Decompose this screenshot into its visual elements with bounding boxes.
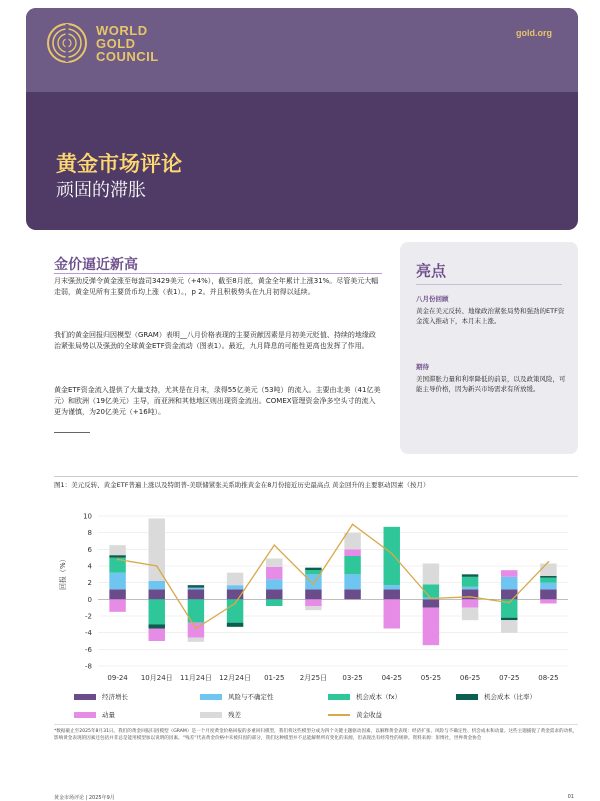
legend-item-residual (200, 710, 241, 719)
bar-segment (109, 599, 125, 612)
bar-segment (344, 589, 360, 599)
bar-segment (305, 568, 321, 571)
bar-segment (305, 589, 321, 599)
legend-label: 风险与不确定性 (228, 693, 274, 701)
x-tick-label: 01-25 (264, 674, 285, 682)
gold-return-point (548, 561, 550, 563)
legend-item-opp-rate (456, 692, 536, 701)
bar-segment (227, 623, 243, 627)
wgc-logo-mark-icon (46, 22, 88, 64)
highlights-panel (400, 242, 578, 454)
paragraph-3: 黄金ETF资金流入提供了大量支持，尤其是在月末，录得55亿美元（53吨）的流入。主要由北美（41亿美元）和欧洲（19亿美元）主导，而亚洲和其他地区则出现资金流出。COMEX管理资金净多空头寸的流入更为谨慎，为20亿美元（+16吨）。 (54, 386, 381, 416)
legend-label: 机会成本（比率） (484, 693, 536, 701)
legend-label: 经济增长 (102, 693, 128, 701)
x-tick-label: 2月25日 (299, 674, 328, 682)
bar-segment (305, 606, 321, 610)
bar-segment (227, 585, 243, 589)
bar-segment (423, 608, 439, 645)
gold-return-point (313, 584, 315, 586)
bar-segment (501, 577, 517, 590)
bar-segment (384, 585, 400, 589)
bar-segment (540, 578, 556, 583)
y-tick-label: 4 (87, 562, 92, 571)
highlights-divider (416, 284, 562, 285)
y-tick-label: 6 (87, 545, 92, 554)
wordmark-line-1: WORLD (96, 22, 148, 38)
gold-return-point (469, 596, 471, 598)
highlight-heading-review: 八月份回顾 (416, 295, 449, 303)
bar-segment (149, 581, 165, 589)
bar-segment (540, 583, 556, 590)
gold-return-point (156, 565, 158, 567)
bar-segment (540, 576, 556, 578)
legend-item-gold-return (328, 710, 382, 719)
highlight-heading-outlook: 期待 (416, 363, 429, 371)
bar-segment (384, 599, 400, 628)
x-tick-label: 07-25 (499, 674, 520, 682)
gold-return-point (352, 524, 354, 526)
bar-segment (344, 549, 360, 556)
y-tick-label: -6 (85, 645, 92, 654)
y-tick-label: 10 (83, 512, 92, 521)
bar-segment (266, 589, 282, 599)
y-tick-label: 2 (87, 579, 92, 588)
x-tick-label: 08-25 (538, 674, 559, 682)
legend-label: 机会成本（fx） (356, 693, 402, 701)
figure-title: 图1：美元反转、黄金ETF普遍上涨以及特朗普-美联储紧张关系助推黄金在8月份接近历史最高点 黄金回升的主要驱动因素（按月） (54, 481, 430, 489)
y-axis-label: 回报（%） (59, 555, 67, 590)
bar-segment (149, 589, 165, 599)
legend-label: 动量 (102, 711, 115, 719)
site-link[interactable]: gold.org (516, 28, 552, 38)
x-tick-label: 12月24日 (219, 674, 251, 682)
bar-segment (188, 588, 204, 590)
bar-segment (188, 589, 204, 599)
y-tick-label: -8 (85, 662, 92, 671)
bar-segment (266, 579, 282, 589)
gold-return-point (430, 598, 432, 600)
bar-segment (109, 555, 125, 558)
y-tick-label: 8 (87, 529, 92, 538)
bar-segment (462, 577, 478, 587)
page-number: 01 (567, 794, 574, 800)
section-divider (54, 273, 382, 274)
gold-return-point (508, 602, 510, 604)
bar-segment (266, 599, 282, 606)
y-tick-label: 0 (87, 595, 92, 604)
legend-label: 残差 (228, 711, 241, 719)
legend-label: 黄金收益 (356, 711, 382, 719)
bar-segment (344, 556, 360, 574)
bar-segment (149, 599, 165, 624)
bar-segment (149, 624, 165, 628)
bar-segment (501, 570, 517, 577)
x-tick-label: 04-25 (381, 674, 402, 682)
bar-segment (266, 559, 282, 567)
bar-segment (501, 620, 517, 632)
bar-segment (109, 545, 125, 555)
bar-segment (188, 638, 204, 642)
gold-return-point (234, 603, 236, 605)
footer-left: 黄金市场评论 | 2025年9月 (54, 795, 115, 801)
bar-segment (501, 589, 517, 599)
bar-segment (188, 585, 204, 588)
legend-item-growth (74, 692, 128, 701)
figure-divider (54, 476, 578, 477)
x-tick-label: 06-25 (459, 674, 481, 682)
bar-segment (109, 589, 125, 599)
x-tick-label: 05-25 (420, 674, 442, 682)
report-title: 黄金市场评论 (56, 152, 182, 176)
bar-segment (384, 589, 400, 599)
bar-segment (109, 573, 125, 590)
bar-segment (462, 599, 478, 607)
gold-return-point (273, 544, 275, 546)
footnote: *数据截止至2025年8月31日。我们的黄金回报归因模型（GRAM）是一个月度黄金价格回报的多重回归模型，我们将这些模型分成为四个关键主题驱动因素，以解释黄金表现：经济扩张、风险与不确定性、机会成本和动量。这些主题捕捉了黄金需求的动机，影响黄金表现的因素还包括并非总是能用模型加以说明的因素。“残差”代表黄金价格中未被归因的部分，我们这种模型并不总能解释所有变化的来源，但表现出有经常性的规律。资料来源：彭博社，世界黄金协会 (54, 729, 578, 741)
wordmark-line-3: COUNCIL (96, 48, 159, 64)
legend-item-momentum (74, 710, 115, 719)
bar-segment (305, 599, 321, 606)
bar-segment (501, 618, 517, 621)
bar-segment (540, 599, 556, 603)
highlight-text-review: 黄金在美元反转、地缘政治紧张局势和强劲的ETF资金流入推动下，本月末上涨。 (416, 307, 565, 325)
legend-swatch (456, 694, 478, 700)
footnote-divider (54, 724, 578, 725)
bar-segment (344, 533, 360, 550)
bar-segment (266, 567, 282, 580)
bar-segment (344, 574, 360, 589)
legend-item-opp-fx (328, 692, 401, 701)
wgc-logo (46, 22, 159, 64)
report-subtitle: 顽固的滞胀 (56, 180, 146, 201)
highlights-title: 亮点 (416, 262, 447, 280)
bar-segment (462, 587, 478, 590)
paragraph-2: 我们的黄金回报归因模型（GRAM）表明__八月价格表现的主要贡献因素是月初美元贬值、持续的地缘政治紧张局势以及强劲的全球黄金ETF资金流动（图表1）。最近，九月降息的可能性更高也发挥了作用。 (54, 331, 376, 350)
bar-segment (462, 574, 478, 577)
legend-swatch (74, 712, 96, 718)
paragraph-underline (54, 432, 90, 433)
legend-swatch (200, 694, 222, 700)
bar-segment (149, 519, 165, 582)
x-tick-label: 10月24日 (140, 674, 173, 682)
highlight-text-outlook: 美国滞胀力量和利率降低的前景，以及政策风险，可能主导价格，因为新兴市场需求有所放缓。 (416, 375, 566, 393)
bar-segment (227, 573, 243, 586)
gold-return-line (118, 524, 549, 628)
bar-segment (540, 589, 556, 599)
bar-segment (423, 599, 439, 607)
y-tick-label: -4 (85, 629, 92, 638)
bar-segment (423, 564, 439, 585)
gold-drivers-chart (54, 500, 574, 686)
legend-swatch (74, 694, 96, 700)
x-tick-label: 11月24日 (180, 674, 212, 682)
bar-segment (305, 570, 321, 574)
wgc-wordmark (96, 24, 159, 63)
section-title: 金价逼近新高 (54, 257, 138, 273)
report-header (26, 8, 578, 230)
gold-return-point (195, 628, 197, 630)
legend-line-swatch (328, 714, 350, 716)
x-tick-label: 09-24 (107, 674, 128, 682)
x-tick-label: 03-25 (342, 674, 363, 682)
gold-return-point (391, 553, 393, 555)
legend-item-risk (200, 692, 274, 701)
bar-segment (540, 564, 556, 577)
bar-segment (462, 608, 478, 621)
wordmark-line-2: GOLD (96, 35, 136, 51)
bar-segment (149, 629, 165, 642)
legend-swatch (328, 694, 350, 700)
bar-segment (384, 527, 400, 585)
y-tick-label: -2 (85, 612, 92, 621)
paragraph-1: 月末强劲反弹令黄金涨至每盎司3429美元（+4%），截至8月底，黄金全年累计上涨31%。尽管美元大幅走弱，黄金见所有主要货币均上涨（表1）。，p 2。并且积极势头在九月初得以延续。 (54, 277, 379, 296)
gold-return-point (117, 559, 119, 561)
legend-swatch (200, 712, 222, 718)
